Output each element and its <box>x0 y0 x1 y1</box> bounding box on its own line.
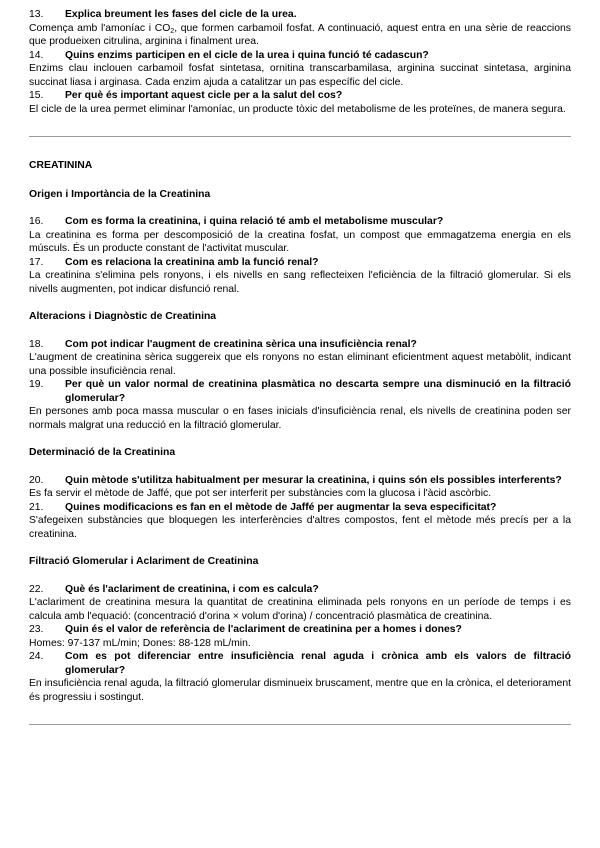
question-text: Per què és important aquest cicle per a la salut del cos? <box>65 90 343 101</box>
question <box>29 623 571 637</box>
answer-text: En insuficiència renal aguda, la filtració glomerular disminueix bruscament, mentre que en la crònica, el deteriorament és progressiu i sostingut. <box>29 678 571 703</box>
answer-text: La creatinina s'elimina pels ronyons, i els nivells en sang reflecteixen l'eficiència de la filtració glomerular. Si els nivells augmenten, pot indicar disfunció renal. <box>29 270 571 295</box>
question-text: Com pot indicar l'augment de creatinina sèrica una insuficiència renal? <box>65 338 417 350</box>
question-text: Per què un valor normal de creatinina plasmàtica no descarta sempre una disminució en la filtració glomerular? <box>65 379 571 404</box>
subsection-heading: Determinació de la Creatinina <box>29 447 176 458</box>
question <box>29 89 571 103</box>
answer-text: S'afegeixen substàncies que bloquegen les interferències d'altres compostos, fent el mètode més precís per a la creatinina. <box>29 515 571 540</box>
section-divider <box>29 136 571 137</box>
question <box>29 583 571 597</box>
question <box>29 215 571 229</box>
qa-item-23 <box>29 623 571 650</box>
question <box>29 338 571 352</box>
qa-item-13 <box>29 8 571 49</box>
question-text: Quin mètode s'utilitza habitualment per mesurar la creatinina, i quins són els possibles interferents? <box>65 474 562 486</box>
question-text: Què és l'aclariment de creatinina, i com es calcula? <box>65 583 319 595</box>
question-number: 22. <box>29 583 44 595</box>
section-title: CREATININA <box>29 160 93 171</box>
subsection-heading: Alteracions i Diagnòstic de Creatinina <box>29 311 217 322</box>
answer-text: Homes: 97-137 mL/min; Dones: 88-128 mL/min. <box>29 637 251 649</box>
answer-text: L'augment de creatinina sèrica suggereix que els ronyons no estan eliminant eficientment aquest metabòlit, indicant una possible insuficiència renal. <box>29 352 571 377</box>
question-number: 15. <box>29 90 44 101</box>
subsection-heading: Origen i Importància de la Creatinina <box>29 188 211 200</box>
question-number: 17. <box>29 256 44 268</box>
question-number: 24. <box>29 651 44 662</box>
answer-text: La creatinina es forma per descomposició de la creatina fosfat, un compost que emmagatzema energia en els músculs. És un producte constant de l'activitat muscular. <box>29 229 571 254</box>
qa-item-20 <box>29 474 571 501</box>
answer-text: Es fa servir el mètode de Jaffé, que pot ser interferit per substàncies com la glucosa i l'àcid ascòrbic. <box>29 488 492 499</box>
question <box>29 49 571 63</box>
question <box>29 378 571 405</box>
question <box>29 8 571 22</box>
question <box>29 256 571 270</box>
question-number: 18. <box>29 338 44 350</box>
question-number: 19. <box>29 379 44 390</box>
answer-text: En persones amb poca massa muscular o en fases inicials d'insuficiència renal, els nivells de creatinina poden ser normals malgrat una reducció en la filtració glomerular. <box>29 406 571 431</box>
question-number: 21. <box>29 501 44 513</box>
section-divider <box>29 724 571 725</box>
question-number: 16. <box>29 216 44 227</box>
subsection-heading: Filtració Glomerular i Aclariment de Creatinina <box>29 556 259 567</box>
subscript-two: 2 <box>170 27 175 35</box>
question <box>29 474 571 488</box>
qa-item-24 <box>29 650 571 704</box>
question-text: Quines modificacions es fan en el mètode de Jaffé per augmentar la seva especificitat? <box>65 501 497 513</box>
question <box>29 650 571 677</box>
question-text: Com es forma la creatinina, i quina relació té amb el metabolisme muscular? <box>65 216 444 227</box>
qa-item-19 <box>29 378 571 432</box>
qa-item-15 <box>29 89 571 116</box>
qa-item-17 <box>29 256 571 297</box>
qa-item-16 <box>29 215 571 256</box>
answer-text: Enzims clau inclouen carbamoil fosfat sintetasa, ornitina transcarbamilasa, arginina succinat sintetasa, arginina succinat liasa i arginasa. Cada enzim ajuda a catalitzar un pas específic del cicle. <box>29 63 571 88</box>
page-content <box>29 8 571 725</box>
question-text: Quins enzims participen en el cicle de la urea i quina funció té cadascun? <box>65 49 429 61</box>
answer-text: L'aclariment de creatinina mesura la quantitat de creatinina eliminada pels ronyons en un període de temps i es calcula amb l'equació: (concentració d'orina × volum d'orina) / concentració plasmàtica de creatinina. <box>29 597 571 622</box>
question-number: 20. <box>29 474 44 486</box>
question-text: Com es pot diferenciar entre insuficiència renal aguda i crònica amb els valors de filtració glomerular? <box>65 651 571 676</box>
question <box>29 501 571 515</box>
qa-item-21 <box>29 501 571 542</box>
qa-item-14 <box>29 49 571 90</box>
qa-item-22 <box>29 583 571 624</box>
question-text: Quin és el valor de referència de l'aclariment de creatinina per a homes i dones? <box>65 624 462 635</box>
question-text: Explica breument les fases del cicle de la urea. <box>65 9 297 20</box>
question-text: Com es relaciona la creatinina amb la funció renal? <box>65 256 319 268</box>
question-number: 14. <box>29 49 44 61</box>
question-number: 13. <box>29 9 44 20</box>
answer-text: El cicle de la urea permet eliminar l'amoníac, un producte tòxic del metabolisme de les proteïnes, de manera segura. <box>29 103 566 115</box>
question-number: 23. <box>29 624 44 635</box>
answer-text: Comença amb l'amoníac i $CO_2$, que formen carbamoil fosfat. A continuació, aquest entra en una sèrie de reaccions que produeixen citrulina, arginina i finalment urea. <box>29 22 571 47</box>
qa-item-18 <box>29 338 571 379</box>
